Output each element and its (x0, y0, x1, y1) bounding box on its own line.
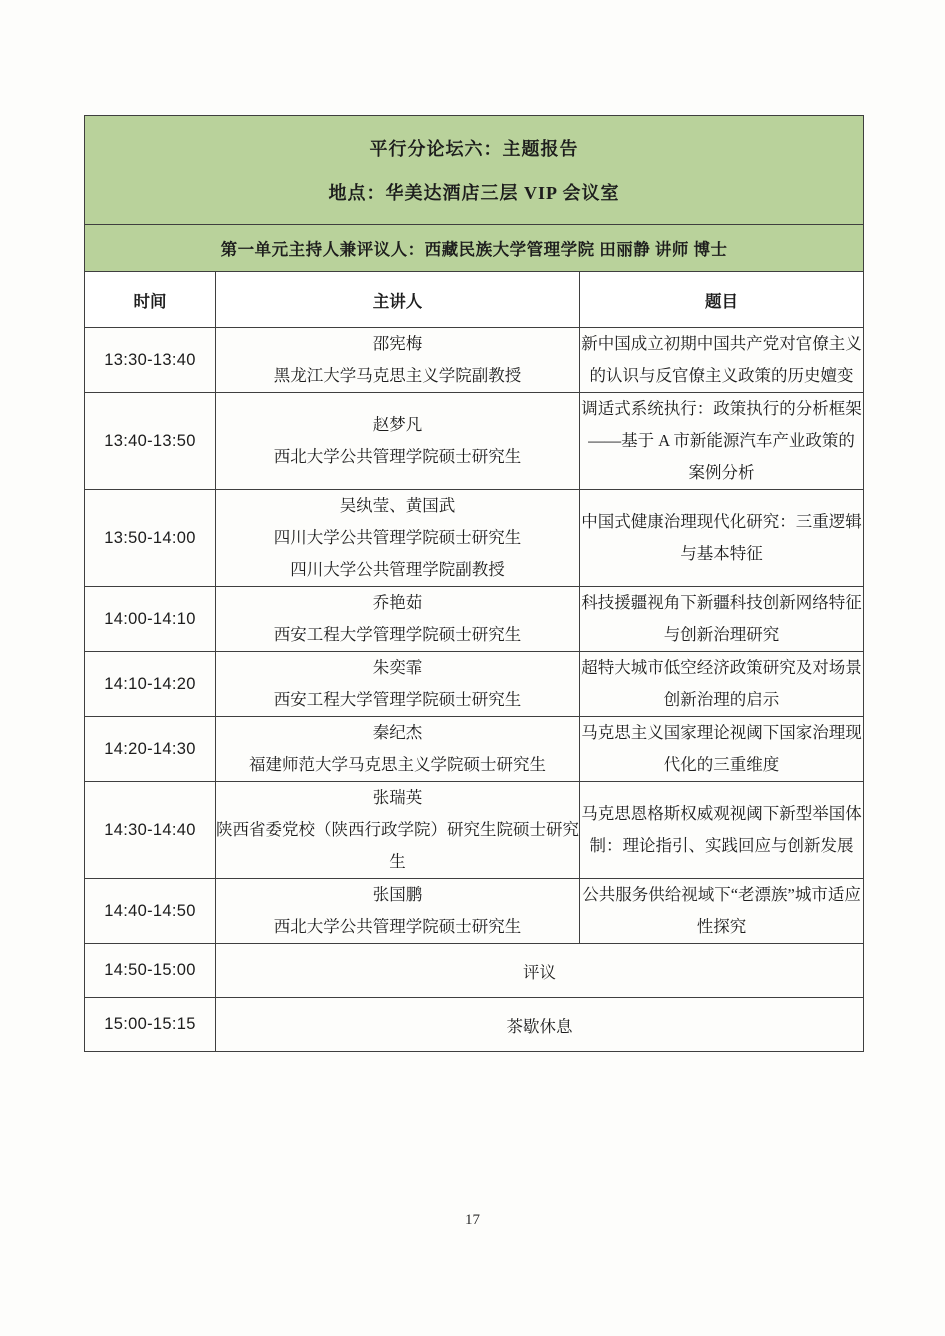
speaker-cell (216, 587, 580, 652)
time-cell: 13:40-13:50 (85, 393, 216, 490)
speaker-cell (216, 393, 580, 490)
speaker-line: 四川大学公共管理学院硕士研究生 (273, 528, 522, 547)
forum-banner-cell (85, 116, 864, 225)
topic-cell: 超特大城市低空经济政策研究及对场景创新治理的启示 (580, 652, 864, 717)
speaker-line: 西安工程大学管理学院硕士研究生 (273, 625, 522, 644)
time-cell: 15:00-15:15 (85, 998, 216, 1052)
topic-cell: 马克思恩格斯权威观视阈下新型举国体制：理论指引、实践回应与创新发展 (580, 782, 864, 879)
speaker-line: 朱奕霏 (372, 658, 423, 677)
table-row (85, 717, 864, 782)
speaker-cell (216, 782, 580, 879)
topic-cell: 科技援疆视角下新疆科技创新网络特征与创新治理研究 (580, 587, 864, 652)
page-number: 17 (465, 1212, 480, 1228)
topic-cell: 马克思主义国家理论视阈下国家治理现代化的三重维度 (580, 717, 864, 782)
forum-banner-row (85, 116, 864, 225)
speaker-line: 张瑞英 (372, 788, 423, 807)
speaker-line: 陕西省委党校（陕西行政学院）研究生院硕士研究生 (216, 820, 579, 871)
table-row (85, 393, 864, 490)
column-header-speaker: 主讲人 (216, 272, 580, 328)
speaker-line: 吴纨莹、黄国武 (339, 496, 456, 515)
session-cell: 评议 (216, 944, 864, 998)
time-cell: 14:30-14:40 (85, 782, 216, 879)
column-header-time: 时间 (85, 272, 216, 328)
time-cell: 14:40-14:50 (85, 879, 216, 944)
table-row (85, 490, 864, 587)
column-header-topic: 题目 (580, 272, 864, 328)
table-row (85, 782, 864, 879)
speaker-line: 西北大学公共管理学院硕士研究生 (273, 447, 522, 466)
schedule-table-body (85, 328, 864, 1052)
topic-cell: 中国式健康治理现代化研究：三重逻辑与基本特征 (580, 490, 864, 587)
time-cell: 14:20-14:30 (85, 717, 216, 782)
speaker-cell (216, 717, 580, 782)
time-cell: 13:30-13:40 (85, 328, 216, 393)
unit-host-cell: 第一单元主持人兼评议人：西藏民族大学管理学院 田丽静 讲师 博士 (85, 225, 864, 272)
schedule-table (84, 115, 864, 1052)
speaker-line: 福建师范大学马克思主义学院硕士研究生 (249, 755, 546, 774)
table-row (85, 652, 864, 717)
topic-cell: 调适式系统执行：政策执行的分析框架——基于 A 市新能源汽车产业政策的案例分析 (580, 393, 864, 490)
speaker-line: 赵梦凡 (372, 415, 423, 434)
time-cell: 14:10-14:20 (85, 652, 216, 717)
topic-cell: 新中国成立初期中国共产党对官僚主义的认识与反官僚主义政策的历史嬗变 (580, 328, 864, 393)
forum-location: 地点：华美达酒店三层 VIP 会议室 (328, 183, 620, 204)
speaker-line: 西安工程大学管理学院硕士研究生 (273, 690, 522, 709)
topic-cell: 公共服务供给视域下“老漂族”城市适应性探究 (580, 879, 864, 944)
speaker-line: 西北大学公共管理学院硕士研究生 (273, 917, 522, 936)
table-row (85, 328, 864, 393)
table-row (85, 879, 864, 944)
speaker-line: 邵宪梅 (372, 334, 423, 353)
table-row (85, 587, 864, 652)
speaker-line: 四川大学公共管理学院副教授 (290, 560, 505, 579)
speaker-line: 乔艳茹 (372, 593, 423, 612)
speaker-line: 张国鹏 (372, 885, 423, 904)
speaker-cell (216, 328, 580, 393)
speaker-cell (216, 490, 580, 587)
table-header-row (85, 272, 864, 328)
speaker-cell (216, 652, 580, 717)
time-cell: 13:50-14:00 (85, 490, 216, 587)
forum-title: 平行分论坛六：主题报告 (369, 138, 579, 159)
unit-host-row (85, 225, 864, 272)
speaker-cell (216, 879, 580, 944)
time-cell: 14:50-15:00 (85, 944, 216, 998)
speaker-line: 秦纪杰 (372, 723, 423, 742)
table-row (85, 998, 864, 1052)
session-cell: 茶歇休息 (216, 998, 864, 1052)
table-row (85, 944, 864, 998)
speaker-line: 黑龙江大学马克思主义学院副教授 (273, 366, 522, 385)
time-cell: 14:00-14:10 (85, 587, 216, 652)
